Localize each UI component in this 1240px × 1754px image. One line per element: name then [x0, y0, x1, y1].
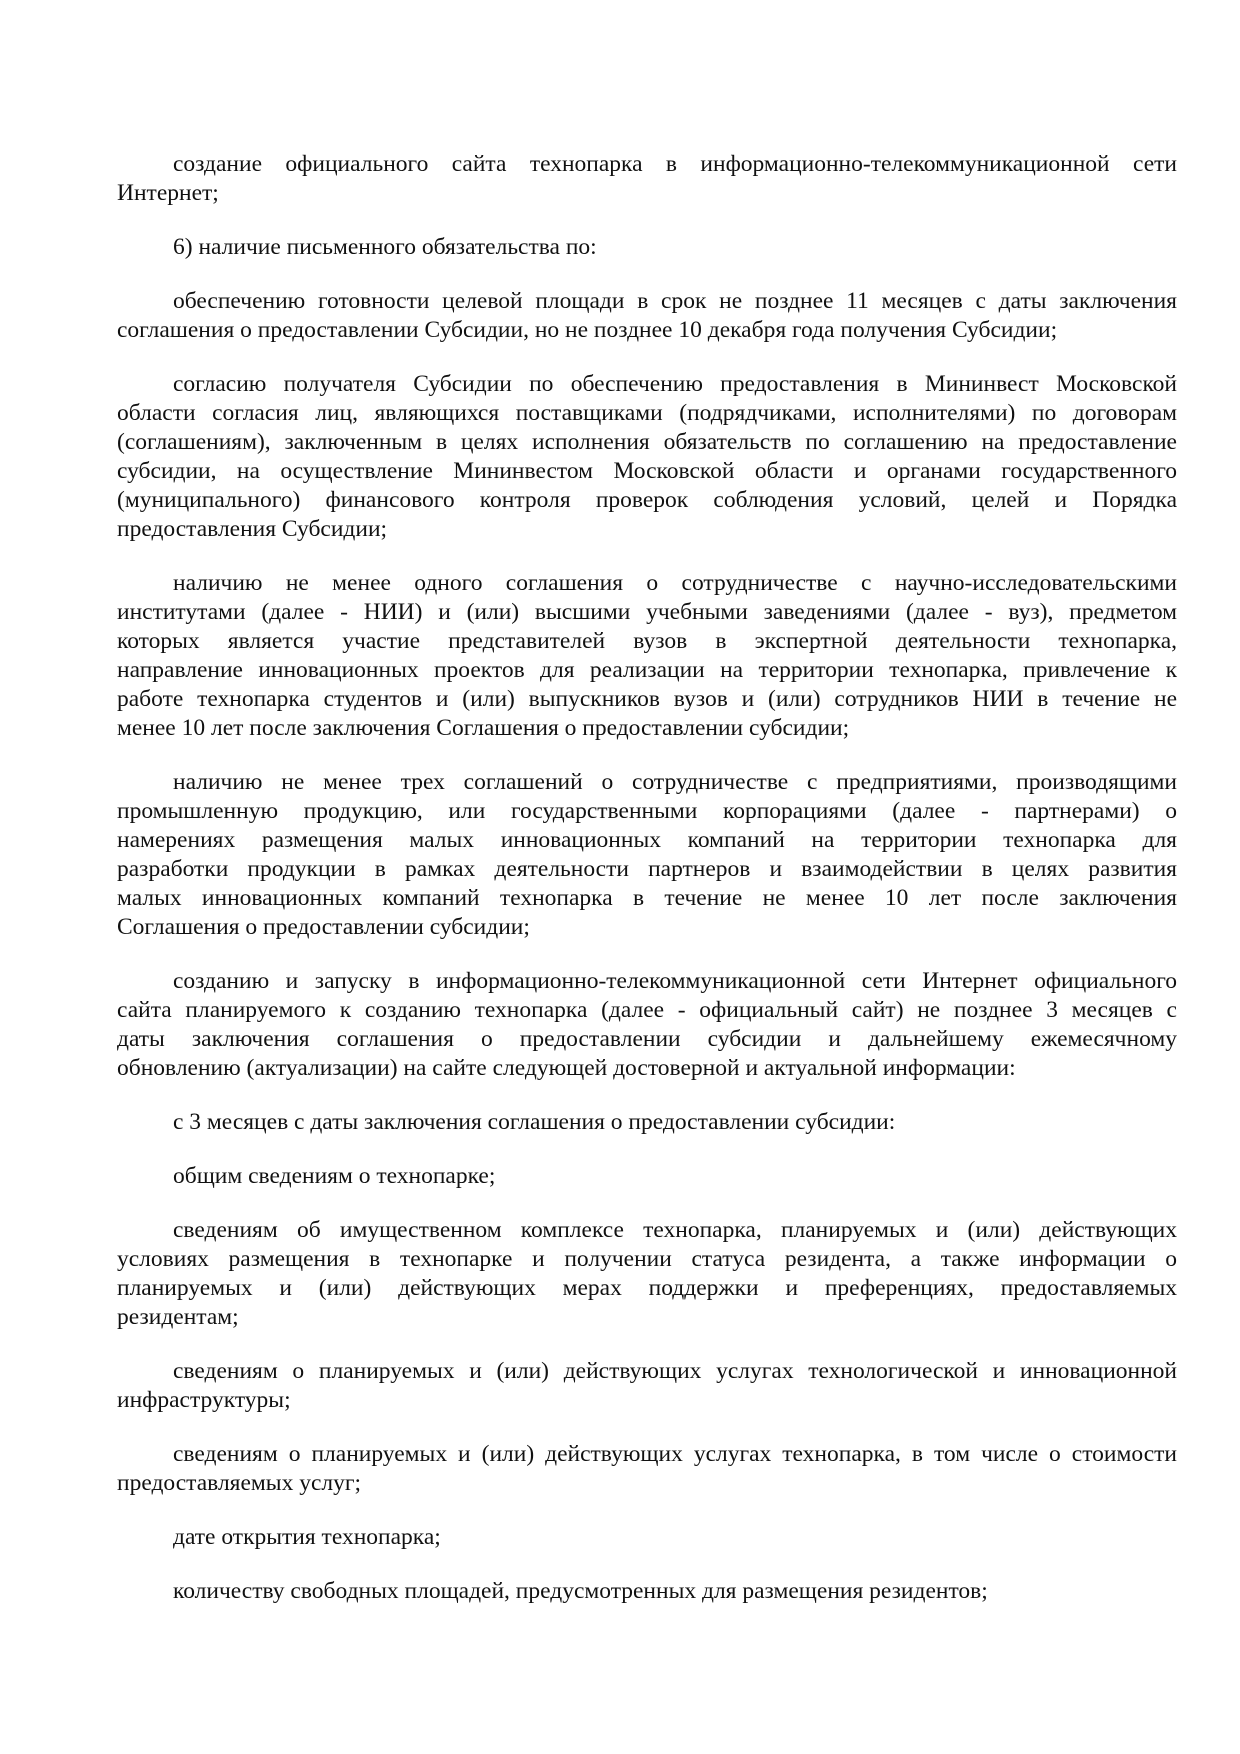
text-line: дате открытия технопарка;	[173, 1524, 441, 1550]
text-line: (соглашениям), заключенным в целях исполнения обязательств по соглашению на предоставление	[117, 429, 1177, 455]
text-line: созданию и запуску в информационно-телекоммуникационной сети Интернет официального	[173, 968, 1177, 994]
text-line: соглашения о предоставлении Субсидии, но не позднее 10 декабря года получения Субсидии;	[117, 317, 1058, 343]
paragraph	[117, 1577, 1177, 1606]
paragraph	[117, 1357, 1177, 1415]
text-line: Интернет;	[117, 180, 219, 206]
text-line: количеству свободных площадей, предусмотренных для размещения резидентов;	[173, 1578, 988, 1604]
text-line: планируемых и (или) действующих мерах поддержки и преференциях, предоставляемых	[117, 1275, 1177, 1301]
paragraph	[117, 768, 1177, 942]
paragraph	[117, 967, 1177, 1083]
text-line: области согласия лиц, являющихся поставщиками (подрядчиками, исполнителями) по договорам	[117, 400, 1177, 426]
text-line: наличию не менее одного соглашения о сотрудничестве с научно-исследовательскими	[173, 570, 1177, 596]
text-line: Соглашения о предоставлении субсидии;	[117, 914, 530, 940]
text-line: промышленную продукцию, или государственными корпорациями (далее - партнерами) о	[117, 798, 1177, 824]
text-line: сайта планируемого к созданию технопарка (далее - официальный сайт) не позднее 3 месяцев с	[117, 997, 1177, 1023]
text-line: малых инновационных компаний технопарка в течение не менее 10 лет после заключения	[117, 885, 1177, 911]
text-line: условиях размещения в технопарке и получении статуса резидента, а также информации о	[117, 1246, 1177, 1272]
paragraph	[117, 1216, 1177, 1332]
text-line: согласию получателя Субсидии по обеспечению предоставления в Мининвест Московской	[173, 371, 1177, 397]
text-line: резидентам;	[117, 1304, 239, 1330]
document-page	[117, 150, 1177, 1631]
paragraph	[117, 233, 1177, 262]
text-line: общим сведениям о технопарке;	[173, 1163, 496, 1189]
text-line: сведениям о планируемых и (или) действующих услугах технологической и инновационной	[173, 1358, 1177, 1384]
text-line: субсидии, на осуществление Мининвестом Московской области и органами государственного	[117, 458, 1177, 484]
text-line: обновлению (актуализации) на сайте следующей достоверной и актуальной информации:	[117, 1055, 1016, 1081]
text-line: наличию не менее трех соглашений о сотрудничестве с предприятиями, производящими	[173, 769, 1177, 795]
text-line: разработки продукции в рамках деятельности партнеров и взаимодействии в целях развития	[117, 856, 1177, 882]
text-line: предоставляемых услуг;	[117, 1470, 362, 1496]
paragraph	[117, 1440, 1177, 1498]
text-line: сведениям о планируемых и (или) действующих услугах технопарка, в том числе о стоимости	[173, 1441, 1177, 1467]
text-line: с 3 месяцев с даты заключения соглашения о предоставлении субсидии:	[173, 1109, 896, 1135]
paragraph	[117, 1523, 1177, 1552]
text-line: направление инновационных проектов для реализации на территории технопарка, привлечение к	[117, 657, 1177, 683]
text-line: создание официального сайта технопарка в информационно-телекоммуникационной сети	[173, 151, 1177, 177]
paragraph	[117, 150, 1177, 208]
text-line: которых является участие представителей вузов в экспертной деятельности технопарка,	[117, 628, 1177, 654]
paragraph	[117, 370, 1177, 544]
text-line: намерениях размещения малых инновационных компаний на территории технопарка для	[117, 827, 1177, 853]
text-line: даты заключения соглашения о предоставлении субсидии и дальнейшему ежемесячному	[117, 1026, 1177, 1052]
text-line: менее 10 лет после заключения Соглашения о предоставлении субсидии;	[117, 715, 850, 741]
paragraph	[117, 1162, 1177, 1191]
text-line: сведениям об имущественном комплексе технопарка, планируемых и (или) действующих	[173, 1217, 1177, 1243]
paragraph	[117, 569, 1177, 743]
text-line: инфраструктуры;	[117, 1387, 291, 1413]
text-line: (муниципального) финансового контроля проверок соблюдения условий, целей и Порядка	[117, 487, 1177, 513]
text-line: обеспечению готовности целевой площади в срок не позднее 11 месяцев с даты заключения	[173, 288, 1177, 314]
text-line: 6) наличие письменного обязательства по:	[173, 234, 597, 260]
text-line: институтами (далее - НИИ) и (или) высшими учебными заведениями (далее - вуз), предметом	[117, 599, 1177, 625]
paragraph	[117, 287, 1177, 345]
paragraph	[117, 1108, 1177, 1137]
text-line: предоставления Субсидии;	[117, 516, 388, 542]
text-line: работе технопарка студентов и (или) выпускников вузов и (или) сотрудников НИИ в течение не	[117, 686, 1177, 712]
